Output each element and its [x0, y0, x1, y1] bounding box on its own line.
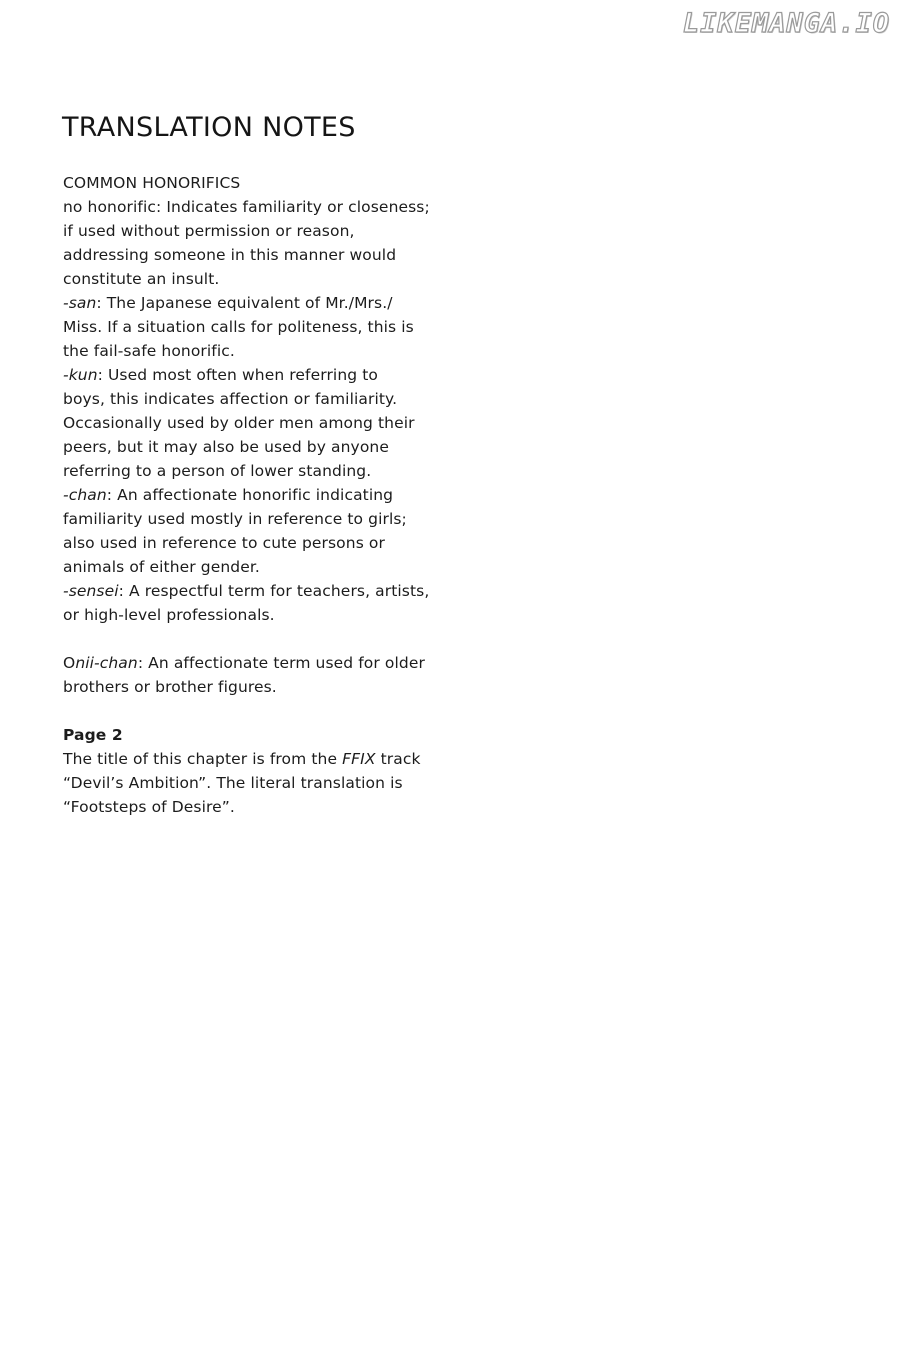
sensei-definition: : A respectful term for teachers, artists,	[118, 582, 430, 600]
san-term: -san	[63, 294, 97, 312]
chan-line: animals of either gender.	[63, 558, 260, 576]
sensei-term: -sensei	[63, 582, 119, 600]
onii-chan-definition: : An affectionate term used for older	[137, 654, 425, 672]
san-line: the fail-safe honorific.	[63, 342, 235, 360]
no-honorific-line: addressing someone in this manner would	[63, 246, 397, 264]
no-honorific-line: constitute an insult.	[63, 270, 220, 288]
chan-entry	[63, 483, 443, 507]
no-honorific-line: no honorific: Indicates familiarity or closeness;	[63, 198, 430, 216]
paragraph-spacer	[63, 627, 443, 651]
san-entry	[63, 291, 443, 315]
kun-term: -kun	[63, 366, 98, 384]
paragraph-spacer	[63, 699, 443, 723]
san-line: Miss. If a situation calls for politeness, this is	[63, 318, 414, 336]
onii-chan-entry	[63, 651, 443, 675]
chan-line: also used in reference to cute persons or	[63, 534, 385, 552]
chan-definition: : An affectionate honorific indicating	[106, 486, 394, 504]
chan-term: -chan	[63, 486, 107, 504]
kun-definition: : Used most often when referring to	[97, 366, 378, 384]
onii-chan-line: brothers or brother figures.	[63, 678, 277, 696]
onii-chan-term: nii-chan	[75, 654, 138, 672]
kun-line: referring to a person of lower standing.	[63, 462, 372, 480]
onii-chan-prefix: O	[63, 654, 76, 672]
page-2-text: The title of this chapter is from the	[63, 750, 343, 768]
page-2-heading: Page 2	[63, 726, 123, 744]
notes-body	[63, 171, 443, 819]
san-definition: : The Japanese equivalent of Mr./Mrs./	[96, 294, 393, 312]
page-2-line: “Devil’s Ambition”. The literal translation is	[63, 774, 403, 792]
page-2-text: track	[375, 750, 421, 768]
kun-line: boys, this indicates affection or familiarity.	[63, 390, 398, 408]
kun-line: peers, but it may also be used by anyone	[63, 438, 389, 456]
no-honorific-line: if used without permission or reason,	[63, 222, 355, 240]
site-watermark: LIKEMANGA.IO	[682, 8, 890, 39]
sensei-entry	[63, 579, 443, 603]
kun-line: Occasionally used by older men among their	[63, 414, 415, 432]
page-title: TRANSLATION NOTES	[62, 112, 356, 143]
page-2-line	[63, 747, 443, 771]
page-2-line: “Footsteps of Desire”.	[63, 798, 235, 816]
honorifics-heading: COMMON HONORIFICS	[63, 174, 241, 192]
kun-entry	[63, 363, 443, 387]
sensei-line: or high-level professionals.	[63, 606, 275, 624]
ffix-title: FFIX	[342, 750, 376, 768]
chan-line: familiarity used mostly in reference to girls;	[63, 510, 407, 528]
